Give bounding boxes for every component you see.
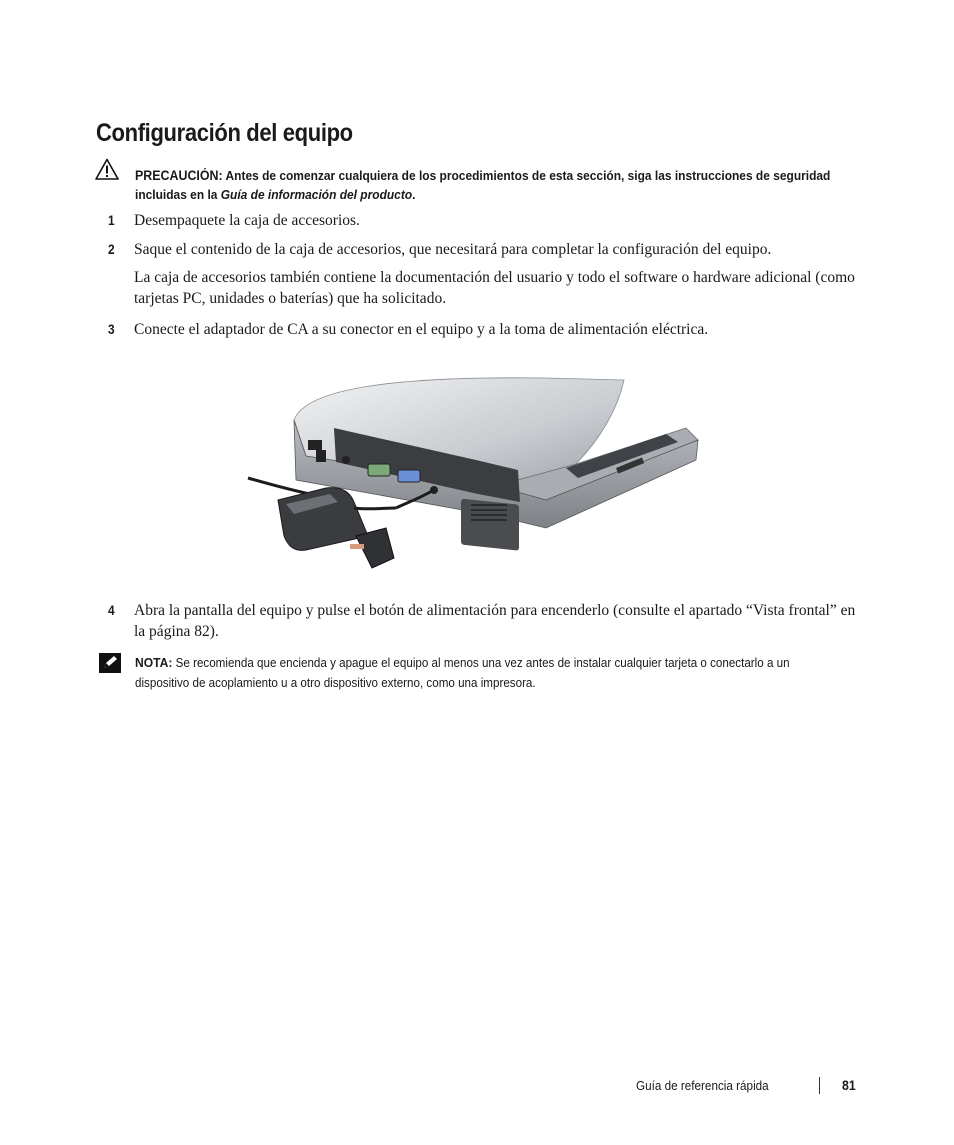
page-number: 81 — [842, 1077, 856, 1093]
step-detail: La caja de accesorios también contiene la documentación del usuario y todo el software o hardware adicional (como tarjetas PC, unidades o baterías) que ha solicitado. — [134, 269, 855, 307]
note-text: Se recomienda que encienda y apague el equipo al menos una vez antes de instalar cualquier tarjeta o conectarlo a un dispositivo de acoplamiento u a otro dispositivo externo, como una impresora. — [135, 656, 790, 690]
step-number: 1 — [108, 212, 115, 228]
page-title: Configuración del equipo — [96, 119, 353, 147]
step-text: Desempaquete la caja de accesorios. — [134, 212, 360, 229]
laptop-ac-adapter-illustration — [246, 368, 702, 580]
footer-divider — [819, 1077, 820, 1094]
step-number: 4 — [108, 602, 115, 618]
footer-guide-title: Guía de referencia rápida — [636, 1078, 769, 1093]
warning-triangle-icon — [95, 158, 119, 180]
step-text: Abra la pantalla del equipo y pulse el botón de alimentación para encenderlo (consulte el apartado “Vista frontal” en la página 82). — [134, 602, 856, 640]
caution-notice — [135, 166, 853, 204]
step-text: Saque el contenido de la caja de accesorios, que necesitará para completar la configuración del equipo. — [134, 241, 772, 258]
step-text: Conecte el adaptador de CA a su conector en el equipo y a la toma de alimentación eléctrica. — [134, 321, 709, 338]
note-notice — [135, 653, 805, 693]
caution-text-end: . — [412, 187, 416, 202]
step-number: 3 — [108, 321, 115, 337]
step-number: 2 — [108, 241, 115, 257]
note-pencil-icon — [99, 653, 121, 673]
note-label: NOTA: — [135, 655, 173, 670]
caution-doc-title: Guía de información del producto — [220, 187, 413, 202]
caution-text: Antes de comenzar cualquiera de los procedimientos de esta sección, siga las instrucciones de seguridad incluidas en la — [135, 168, 831, 202]
caution-label: PRECAUCIÓN: — [135, 168, 223, 183]
